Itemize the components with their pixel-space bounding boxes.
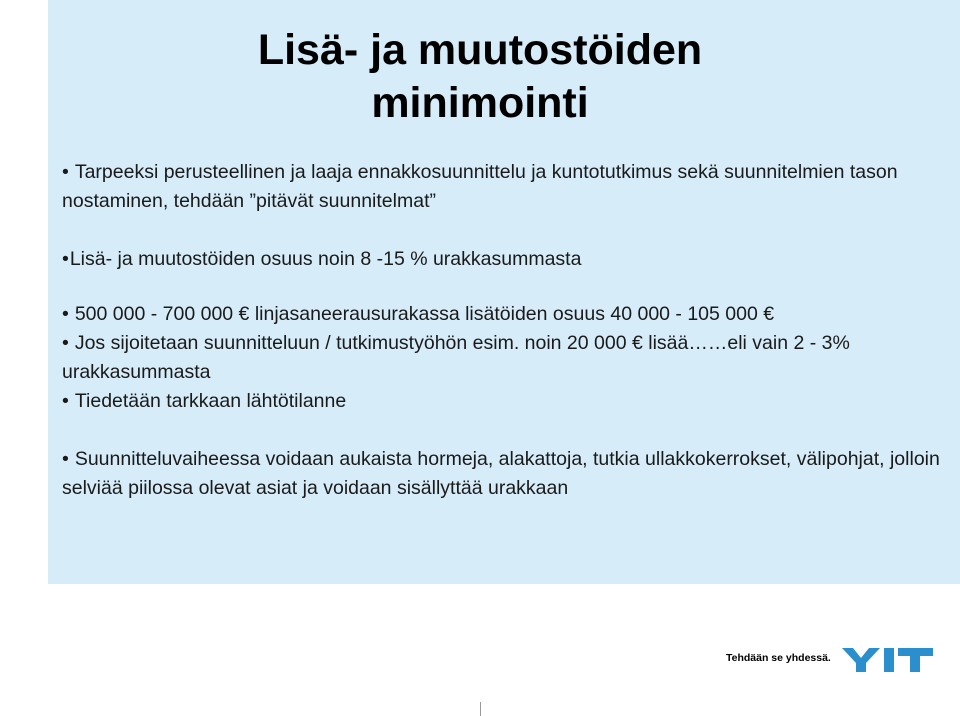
logo-letter-y	[842, 648, 880, 672]
bullet-item	[62, 387, 942, 416]
bullet-marker: •	[62, 303, 69, 325]
bullet-text: Tiedetään tarkkaan lähtötilanne	[74, 390, 347, 412]
bullet-text: Lisä- ja muutostöiden osuus noin 8 -15 % urakkasummasta	[69, 248, 582, 270]
slide-title-line-1: Lisä- ja muutostöiden	[257, 26, 703, 74]
footer-divider-mark	[480, 702, 481, 716]
bullet-text: 500 000 - 700 000 € linjasaneerausurakassa lisätöiden osuus 40 000 - 105 000 €	[74, 303, 775, 325]
bullet-list	[62, 158, 942, 503]
bullet-item	[62, 445, 942, 503]
slide-footer	[0, 584, 960, 716]
bullet-marker: •	[62, 390, 69, 412]
bullet-text: Tarpeeksi perusteellinen ja laaja ennakkosuunnittelu ja kuntotutkimus sekä suunnitelmien tason nostaminen, tehdään ”pitävät suunnitelmat”	[62, 161, 898, 212]
bullet-text: Suunnitteluvaiheessa voidaan aukaista hormeja, alakattoja, tutkia ullakkokerrokset, välipohjat, jolloin selviää piilossa olevat asiat ja voidaan sisällyttää urakkaan	[62, 448, 940, 499]
bullet-text: Jos sijoitetaan suunnitteluun / tutkimustyöhön esim. noin 20 000 € lisää……eli vain 2 - 3% urakkasummasta	[62, 332, 850, 383]
footer-tagline: Tehdään se yhdessä.	[726, 652, 831, 664]
logo-letter-t	[898, 648, 933, 672]
bullet-marker: •	[62, 161, 69, 183]
slide-title	[0, 24, 960, 130]
bullet-item	[62, 245, 942, 274]
bullet-marker: •	[62, 332, 69, 354]
slide-title-line-2: minimointi	[371, 79, 589, 127]
bullet-item	[62, 158, 942, 216]
logo-letter-i	[884, 648, 894, 672]
bullet-item	[62, 300, 942, 329]
yit-logo	[842, 645, 934, 675]
bullet-marker: •	[62, 448, 69, 470]
bullet-marker: •	[62, 248, 69, 270]
bullet-item	[62, 329, 942, 387]
